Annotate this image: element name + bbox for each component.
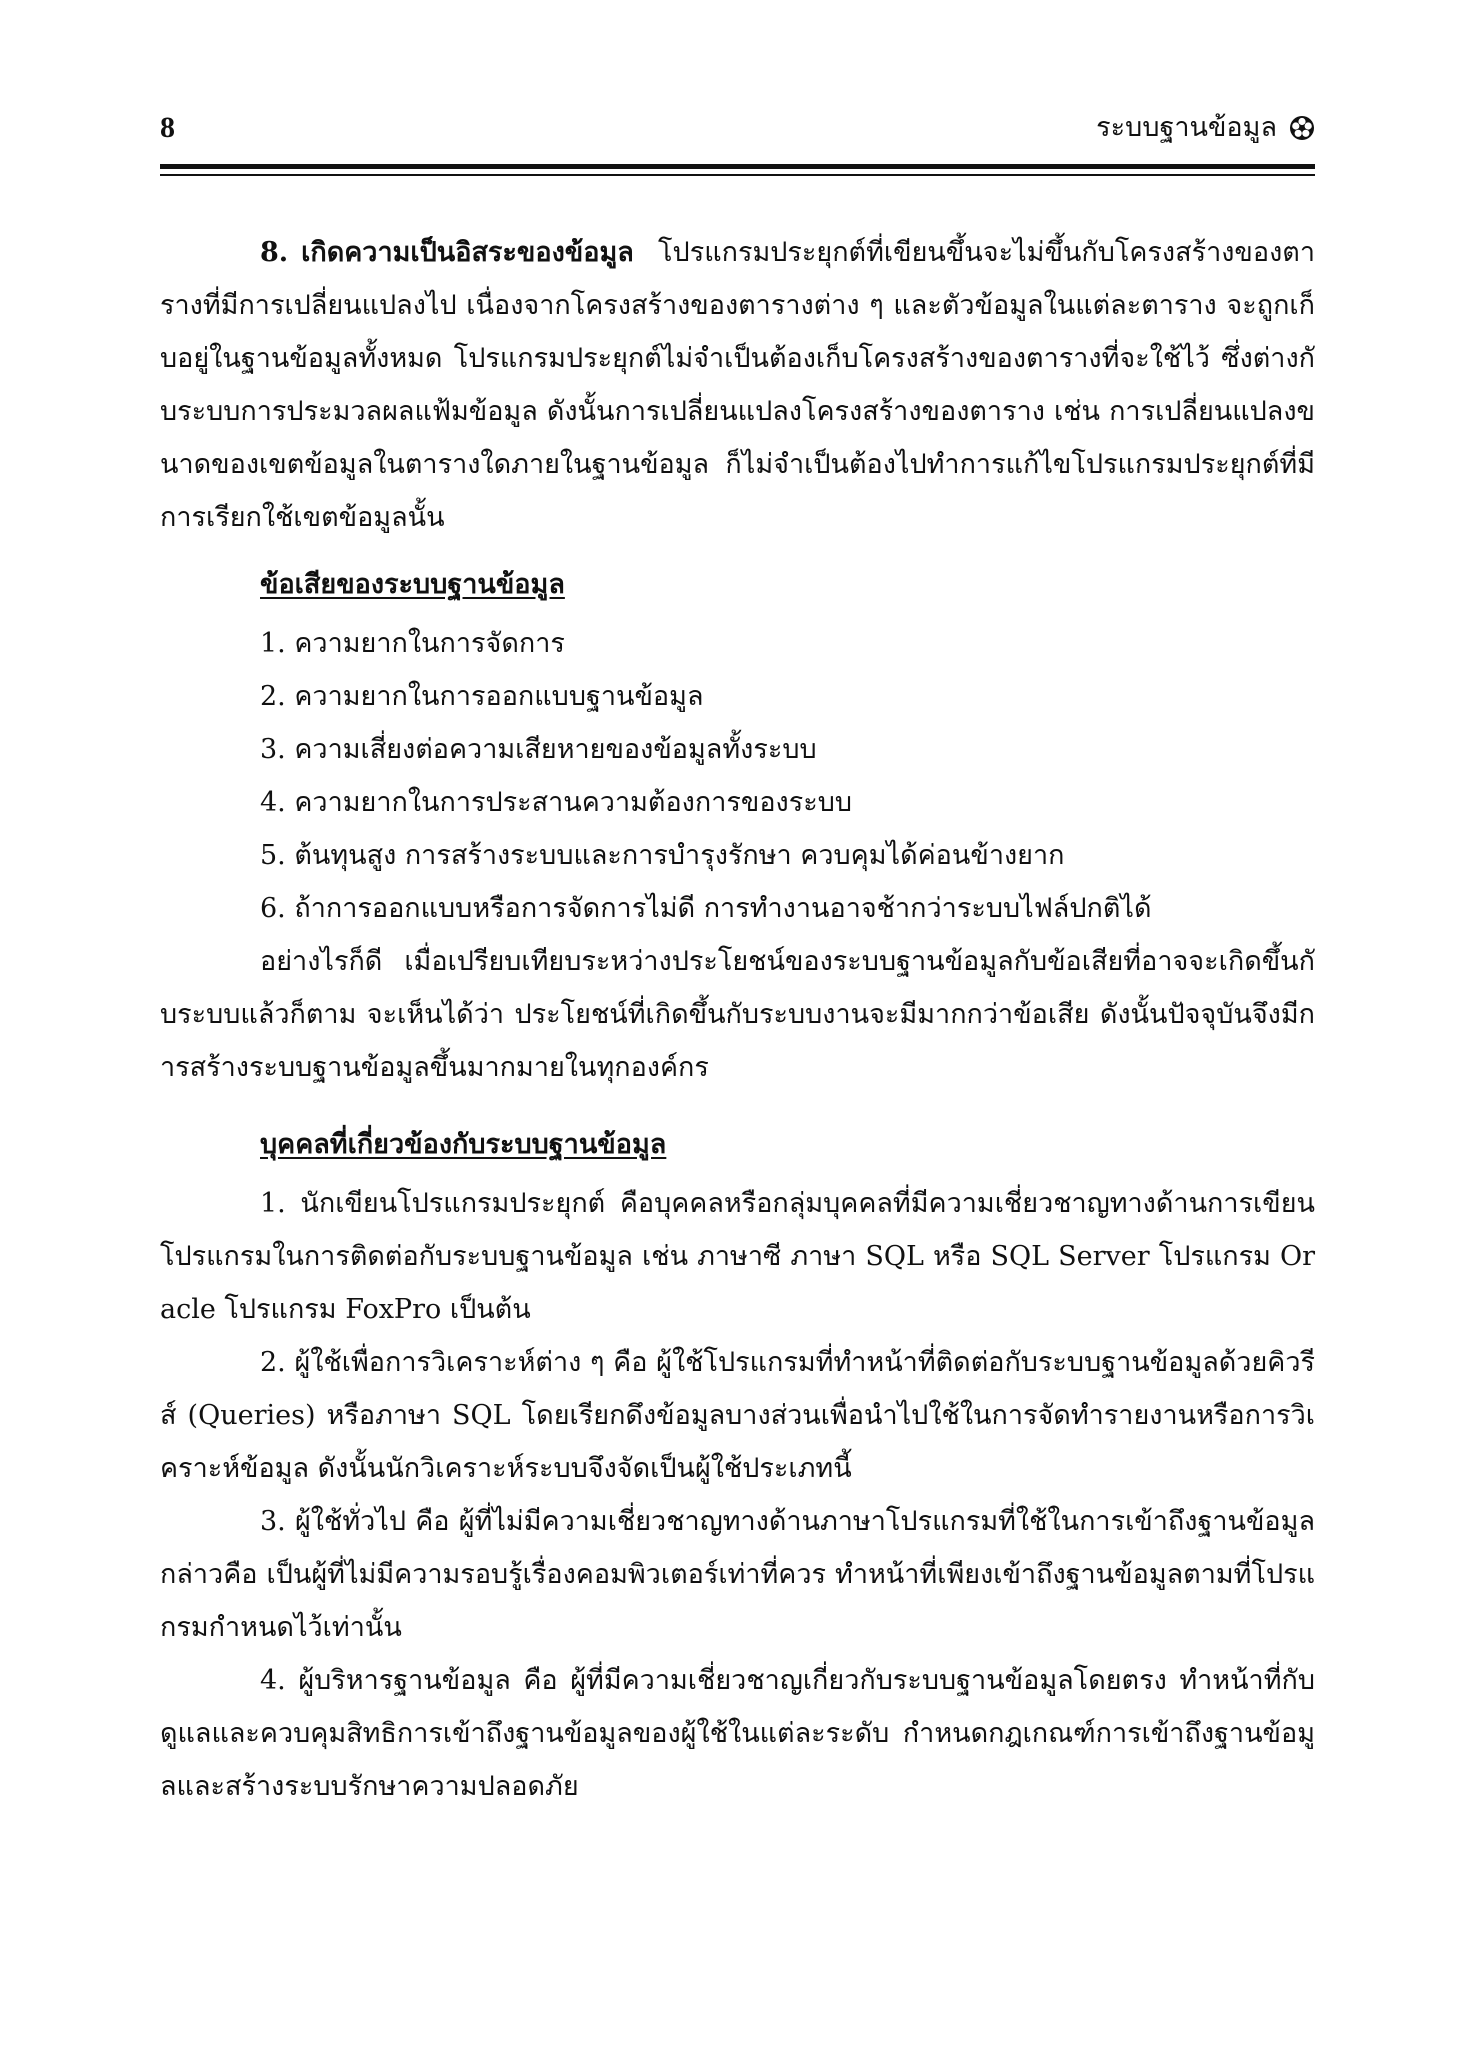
page-header [160,108,1315,148]
people-item: 1. นักเขียนโปรแกรมประยุกต์ คือบุคคลหรือกลุ่มบุคคลที่มีความเชี่ยวชาญทางด้านการเขียนโปรแกรมในการติดต่อกับระบบฐานข้อมูล เช่น ภาษาซี ภาษา SQL หรือ SQL Server โปรแกรม Oracle โปรแกรม FoxPro เป็นต้น [160,1188,1315,1325]
disadvantages-summary: อย่างไรก็ดี เมื่อเปรียบเทียบระหว่างประโยชน์ของระบบฐานข้อมูลกับข้อเสียที่อาจจะเกิดขึ้นกับระบบแล้วก็ตาม จะเห็นได้ว่า ประโยชน์ที่เกิดขึ้นกับระบบงานจะมีมากกว่าข้อเสีย ดังนั้นปัจจุบันจึงมีการสร้างระบบฐานข้อมูลขึ้นมากมายในทุกองค์กร [160,946,1315,1083]
disadvantage-item: 6. ถ้าการออกแบบหรือการจัดการไม่ดี การทำงานอาจช้ากว่าระบบไฟล์ปกติได้ [260,893,1152,924]
people-heading: บุคคลที่เกี่ยวข้องกับระบบฐานข้อมูล [260,1129,667,1160]
advantage-8-lead: 8. เกิดความเป็นอิสระของข้อมูล [260,237,634,268]
disadvantage-item: 3. ความเสี่ยงต่อความเสียหายของข้อมูลทั้งระบบ [260,734,817,765]
page-content [160,226,1315,1813]
people-item: 4. ผู้บริหารฐานข้อมูล คือ ผู้ที่มีความเชี่ยวชาญเกี่ยวกับระบบฐานข้อมูลโดยตรง ทำหน้าที่กับดูแลและควบคุมสิทธิการเข้าถึงฐานข้อมูลของผู้ใช้ในแต่ละระดับ กำหนดกฎเกณฑ์การเข้าถึงฐานข้อมูลและสร้างระบบรักษาความปลอดภัย [160,1665,1315,1802]
people-item: 2. ผู้ใช้เพื่อการวิเคราะห์ต่าง ๆ คือ ผู้ใช้โปรแกรมที่ทำหน้าที่ติดต่อกับระบบฐานข้อมูลด้วยคิวรีส์ (Queries) หรือภาษา SQL โดยเรียกดึงข้อมูลบางส่วนเพื่อนำไปใช้ในการจัดทำรายงานหรือการวิเคราะห์ข้อมูล ดังนั้นนักวิเคราะห์ระบบจึงจัดเป็นผู้ใช้ประเภทนี้ [160,1347,1315,1484]
disadvantage-item: 5. ต้นทุนสูง การสร้างระบบและการบำรุงรักษา ควบคุมได้ค่อนข้างยาก [260,840,1065,871]
disadvantage-item: 2. ความยากในการออกแบบฐานข้อมูล [260,681,704,712]
disadvantage-item: 4. ความยากในการประสานความต้องการของระบบ [260,787,853,818]
page-number: 8 [160,111,175,144]
header-rule-thin [160,174,1315,176]
flower-ornament-icon [1289,115,1315,141]
advantage-8-text: โปรแกรมประยุกต์ที่เขียนขึ้นจะไม่ขึ้นกับโครงสร้างของตารางที่มีการเปลี่ยนแปลงไป เนื่องจากโครงสร้างของตารางต่าง ๆ และตัวข้อมูลในแต่ละตาราง จะถูกเก็บอยู่ในฐานข้อมูลทั้งหมด โปรแกรมประยุกต์ไม่จำเป็นต้องเก็บโครงสร้างของตารางที่จะใช้ไว้ ซึ่งต่างกับระบบการประมวลผลแฟ้มข้อมูล ดังนั้นการเปลี่ยนแปลงโครงสร้างของตาราง เช่น การเปลี่ยนแปลงขนาดของเขตข้อมูลในตารางใดภายในฐานข้อมูล ก็ไม่จำเป็นต้องไปทำการแก้ไขโปรแกรมประยุกต์ที่มีการเรียกใช้เขตข้อมูลนั้น [160,237,1315,533]
running-title: ระบบฐานข้อมูล [1096,112,1277,143]
disadvantages-heading: ข้อเสียของระบบฐานข้อมูล [260,569,565,600]
disadvantage-item: 1. ความยากในการจัดการ [260,628,565,659]
header-rule-thick [160,164,1315,169]
disadvantages-list [160,617,1315,935]
people-item: 3. ผู้ใช้ทั่วไป คือ ผู้ที่ไม่มีความเชี่ยวชาญทางด้านภาษาโปรแกรมที่ใช้ในการเข้าถึงฐานข้อมูล กล่าวคือ เป็นผู้ที่ไม่มีความรอบรู้เรื่องคอมพิวเตอร์เท่าที่ควร ทำหน้าที่เพียงเข้าถึงฐานข้อมูลตามที่โปรแกรมกำหนดไว้เท่านั้น [160,1506,1315,1643]
advantage-8-paragraph [160,226,1315,544]
